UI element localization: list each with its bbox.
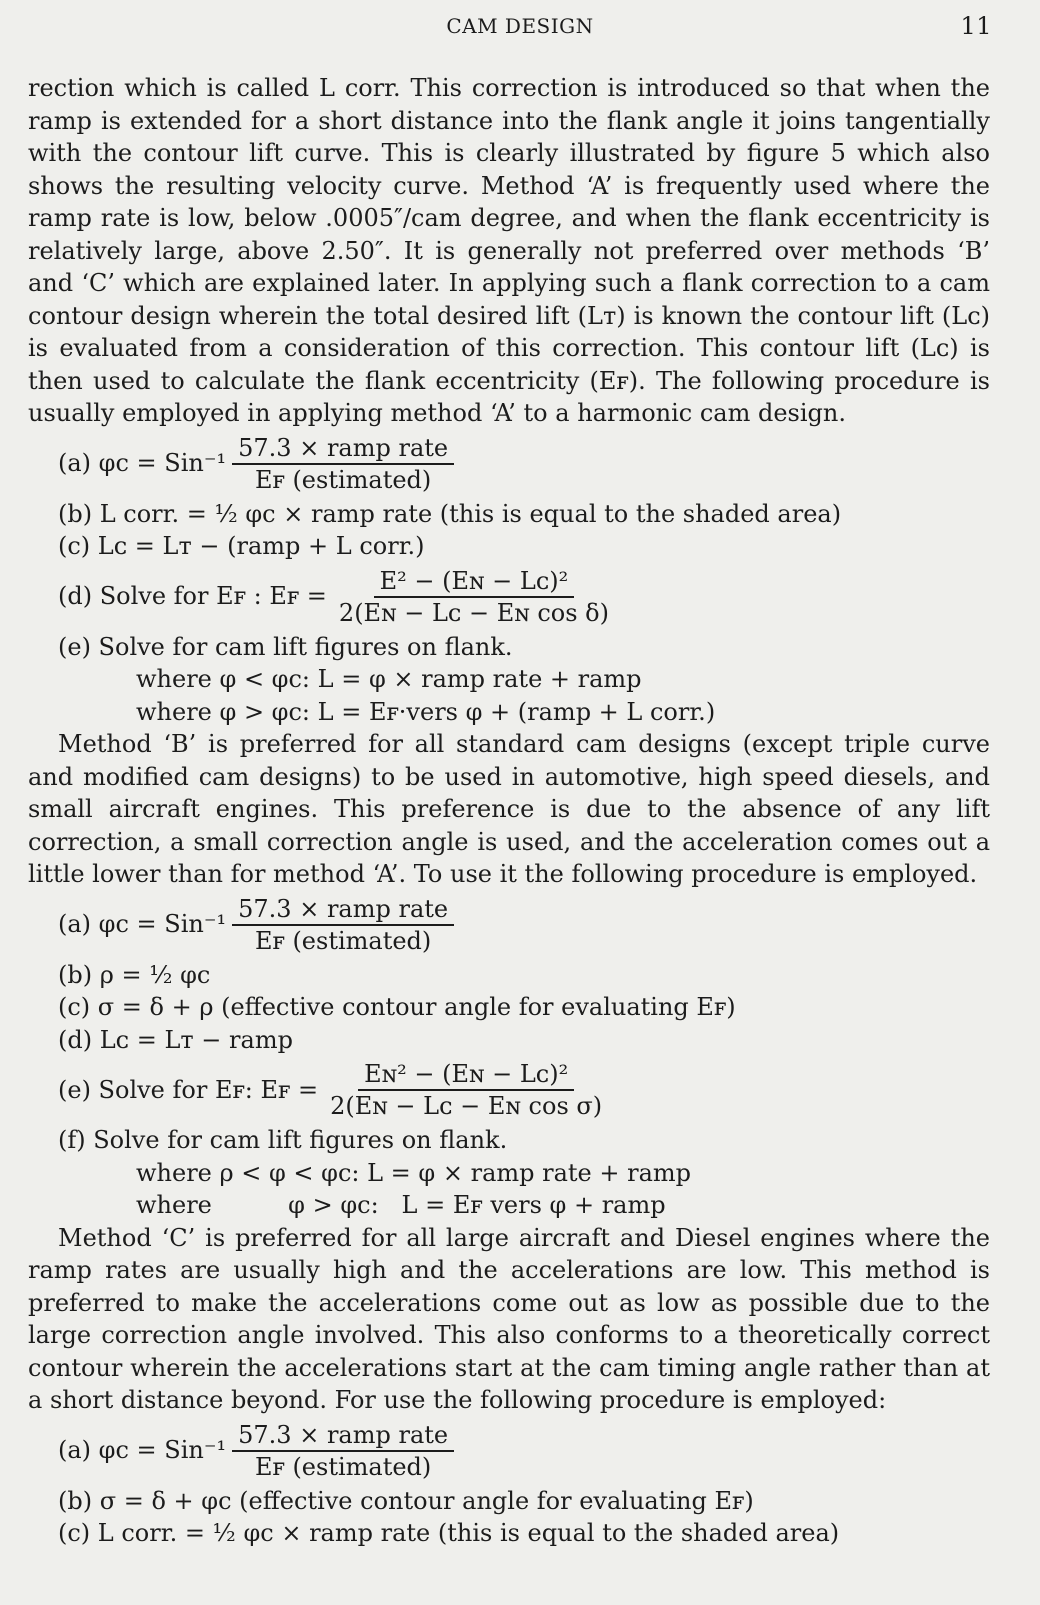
method-b-step-b: (b) ρ = ½ φc bbox=[58, 960, 211, 989]
page-header bbox=[0, 12, 1040, 42]
page-number: 11 bbox=[960, 12, 992, 40]
paragraph-method-a-intro: rection which is called L corr. This correction is introduced so that when the ramp is extended for a short distance into the flank angle it joins tangentially with the contour lift curve. This is clearly illustrated by figure 5 which also shows the resulting velocity curve. Method ‘A’ is frequently used where the ramp rate is low, below .0005″/cam degree, and when the flank eccentricity is relatively large, above 2.50″. It is generally not preferred over methods ‘B’ and ‘C’ which are explained later. In applying such a flank correction to a cam contour design wherein the total desired lift (Lᴛ) is known the contour lift (Lᴄ) is evaluated from a consideration of this correction. This contour lift (Lᴄ) is then used to calculate the flank eccentricity (Eꜰ). The following procedure is usually employed in applying method ‘A’ to a harmonic cam design. bbox=[28, 74, 990, 427]
method-c-step-b: (b) σ = δ + φc (effective contour angle for evaluating Eꜰ) bbox=[58, 1486, 754, 1515]
equation-lhs: (e) Solve for Eꜰ: Eꜰ = bbox=[58, 1075, 319, 1104]
method-b-step-a bbox=[28, 893, 990, 957]
method-b-step-e bbox=[28, 1058, 990, 1122]
method-a-step-e-case-2: where φ > φc: L = Eꜰ·vers φ + (ramp + L corr.) bbox=[136, 697, 716, 726]
fraction-denominator: 2(Eɴ − Lᴄ − Eɴ cos δ) bbox=[338, 598, 609, 627]
paragraph-method-c-intro: Method ‘C’ is preferred for all large aircraft and Diesel engines where the ramp rates are usually high and the accelerations are low. This method is preferred to make the accelerations come out as low as possible due to the large correction angle involved. This also conforms to a theoretically correct contour wherein the accelerations start at the cam timing angle rather than at a short distance beyond. For use the following procedure is employed: bbox=[28, 1223, 990, 1414]
paragraph-method-b-intro: Method ‘B’ is preferred for all standard cam designs (except triple curve and modified cam designs) to be used in automotive, high speed diesels, and small aircraft engines. This preference is due to the absence of any lift correction, a small correction angle is used, and the acceleration comes out a little lower than for method ‘A’. To use it the following procedure is employed. bbox=[28, 730, 990, 888]
fraction bbox=[333, 567, 615, 627]
method-a-step-a bbox=[28, 432, 990, 496]
method-a-step-d bbox=[28, 565, 990, 629]
equation-lhs: (a) φc = Sin⁻¹ bbox=[58, 449, 227, 478]
fraction-denominator: Eꜰ (estimated) bbox=[254, 465, 432, 494]
equation-lhs: (a) φc = Sin⁻¹ bbox=[58, 1436, 227, 1465]
method-b-step-c: (c) σ = δ + ρ (effective contour angle for evaluating Eꜰ) bbox=[58, 993, 736, 1021]
fraction-denominator: Eꜰ (estimated) bbox=[254, 1452, 432, 1481]
fraction-numerator: 57.3 × ramp rate bbox=[232, 895, 454, 926]
method-a-step-e: (e) Solve for cam lift figures on flank. bbox=[58, 632, 513, 661]
fraction bbox=[232, 434, 454, 494]
fraction-denominator: 2(Eɴ − Lᴄ − Eɴ cos σ) bbox=[330, 1092, 603, 1120]
fraction-denominator: Eꜰ (estimated) bbox=[254, 926, 432, 955]
method-a-step-b: (b) L corr. = ½ φc × ramp rate (this is equal to the shaded area) bbox=[58, 499, 842, 528]
method-b-step-d: (d) Lᴄ = Lᴛ − ramp bbox=[58, 1025, 293, 1054]
running-head: CAM DESIGN bbox=[446, 14, 594, 38]
method-c-step-a bbox=[28, 1419, 990, 1483]
fraction-numerator: Eɴ² − (Eɴ − Lᴄ)² bbox=[358, 1060, 574, 1091]
fraction-numerator: E² − (Eɴ − Lᴄ)² bbox=[374, 567, 575, 598]
page-body bbox=[28, 72, 990, 1550]
fraction bbox=[232, 1421, 454, 1481]
method-a-step-c: (c) Lᴄ = Lᴛ − (ramp + L corr.) bbox=[58, 532, 425, 560]
method-b-step-f-case-2: where φ > φc: L = Eꜰ vers φ + ramp bbox=[136, 1191, 666, 1219]
method-b-step-f: (f) Solve for cam lift figures on flank. bbox=[58, 1126, 508, 1154]
method-b-step-f-case-1: where ρ < φ < φc: L = φ × ramp rate + ramp bbox=[136, 1158, 692, 1187]
fraction bbox=[324, 1060, 608, 1120]
equation-lhs: (a) φc = Sin⁻¹ bbox=[58, 910, 227, 939]
fraction-numerator: 57.3 × ramp rate bbox=[232, 1421, 454, 1452]
fraction-numerator: 57.3 × ramp rate bbox=[232, 434, 454, 465]
method-c-step-c: (c) L corr. = ½ φc × ramp rate (this is equal to the shaded area) bbox=[58, 1519, 840, 1547]
method-a-step-e-case-1: where φ < φc: L = φ × ramp rate + ramp bbox=[136, 665, 642, 693]
equation-lhs: (d) Solve for Eꜰ : Eꜰ = bbox=[58, 582, 327, 611]
fraction bbox=[232, 895, 454, 955]
